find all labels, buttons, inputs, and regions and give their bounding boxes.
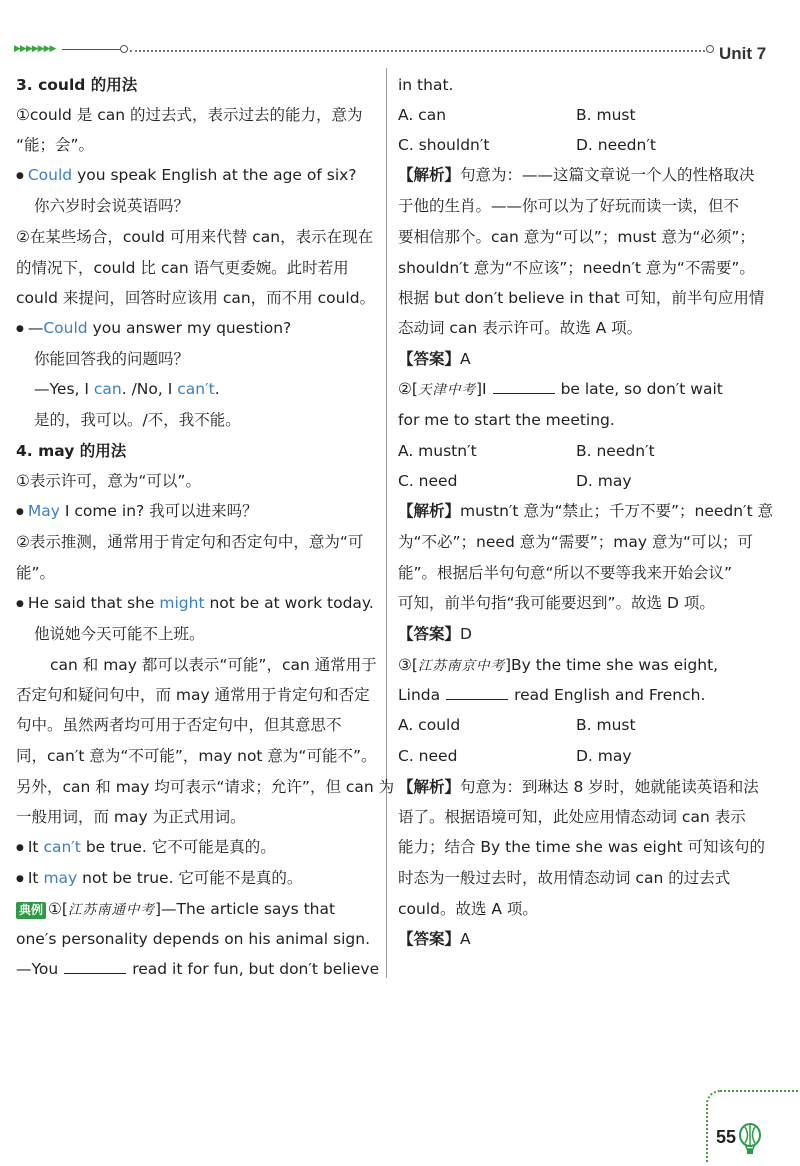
- highlight-word: can′t: [177, 380, 215, 398]
- text: . /No, I: [121, 380, 178, 398]
- note-line: 否定句和疑问句中，而 may 通常用于肯定句和否定: [16, 686, 370, 704]
- example-line: [16, 867, 302, 892]
- section-heading-could: 3. could 的用法: [16, 76, 138, 94]
- text: ]—The article says that: [154, 900, 336, 918]
- translation-line: 你六岁时会说英语吗？: [34, 197, 190, 215]
- text: ①[: [48, 900, 68, 918]
- text: I come in? 我可以进来吗？: [59, 502, 258, 520]
- exercise-line: [16, 898, 335, 921]
- option-b: B. needn′t: [576, 442, 655, 460]
- analysis-line: shouldn′t 意为“不应该”；needn′t 意为“不需要”。: [398, 259, 755, 277]
- text: ]I: [475, 380, 487, 398]
- analysis-label: 【解析】: [398, 502, 461, 520]
- exam-source: 江苏南通中考: [67, 902, 155, 918]
- exercise-line: [398, 378, 723, 401]
- text-line: “能；会”。: [16, 136, 95, 154]
- exercise-line: one′s personality depends on his animal sign.: [16, 930, 370, 948]
- example-line: [16, 592, 374, 617]
- text-line: ②在某些场合，could 可用来代替 can，表示在现在: [16, 228, 374, 246]
- example-tag: 典例: [16, 902, 46, 919]
- answer-label: 【答案】: [398, 625, 461, 643]
- analysis-line: [398, 776, 759, 798]
- example-line: [34, 378, 220, 400]
- analysis-line: [398, 164, 755, 186]
- option-c: C. need: [398, 472, 458, 490]
- answer-line: [398, 348, 471, 370]
- text: .: [214, 380, 220, 398]
- analysis-line: 能力；结合 By the time she was eight 可知该句的: [398, 838, 766, 856]
- header-line: [62, 49, 122, 50]
- analysis-line: 根据 but don′t believe in that 可知，前半句应用情: [398, 289, 765, 307]
- option-c: C. shouldn′t: [398, 136, 490, 154]
- analysis-label: 【解析】: [398, 778, 461, 796]
- note-line: 句中。虽然两者均可用于否定句中，但其意思不: [16, 716, 342, 734]
- option-c: C. need: [398, 747, 458, 765]
- analysis-line: 于他的生肖。——你可以为了好玩而读一读，但不: [398, 197, 740, 215]
- exam-source: 江苏南京中考: [417, 658, 505, 674]
- text: —You: [16, 960, 59, 978]
- option-a: A. can: [398, 106, 447, 124]
- analysis-line: could。故选 A 项。: [398, 900, 538, 918]
- option-d: D. needn′t: [576, 136, 656, 154]
- option-a: A. mustn′t: [398, 442, 477, 460]
- option-b: B. must: [576, 716, 636, 734]
- unit-label: Unit 7: [719, 44, 767, 63]
- example-line: [16, 164, 357, 189]
- highlight-word: can: [93, 380, 122, 398]
- exercise-line: [16, 958, 379, 980]
- text: It: [27, 869, 44, 887]
- answer-line: [398, 928, 471, 950]
- page-number: 55: [716, 1127, 737, 1147]
- text-line: ①could 是 can 的过去式，表示过去的能力，意为: [16, 106, 363, 124]
- text: mustn′t 意为“禁止；千万不要”；needn′t 意: [460, 502, 774, 520]
- note-line: 同，can′t 意为“不可能”，may not 意为“可能不”。: [16, 747, 377, 765]
- text: —: [27, 319, 44, 337]
- text-line: 的情况下，could 比 can 语气更委婉。此时若用: [16, 259, 349, 277]
- answer-blank: [446, 685, 508, 700]
- answer-blank: [493, 379, 555, 394]
- text: —Yes, I: [34, 380, 94, 398]
- translation-line: 他说她今天可能不上班。: [34, 625, 205, 643]
- answer-value: A: [460, 350, 471, 368]
- note-line: 另外，can 和 may 均可表示“请求；允许”，但 can 为: [16, 778, 395, 796]
- text-line: in that.: [398, 76, 454, 94]
- text: ]By the time she was eight,: [504, 656, 719, 674]
- example-line: [16, 317, 291, 342]
- text-line: could 来提问，回答时应该用 can，而不用 could。: [16, 289, 376, 307]
- example-line: [16, 500, 258, 525]
- exercise-line: [398, 654, 718, 677]
- balloon-icon: [738, 1123, 762, 1157]
- analysis-label: 【解析】: [398, 166, 461, 184]
- analysis-line: 要相信那个。can 意为“可以”；must 意为“必须”；: [398, 228, 755, 246]
- option-d: D. may: [576, 747, 632, 765]
- text: It: [27, 838, 44, 856]
- highlight-word: Could: [43, 319, 88, 337]
- text: not be at work today.: [204, 594, 374, 612]
- header-arrows: ▶▶▶▶▶▶▶: [14, 44, 56, 54]
- translation-line: 你能回答我的问题吗？: [34, 350, 190, 368]
- text: read English and French.: [514, 686, 706, 704]
- header-dot-left: [120, 45, 128, 53]
- header-dot-right: [706, 45, 714, 53]
- option-b: B. must: [576, 106, 636, 124]
- analysis-line: 可知，前半句指“我可能要迟到”。故选 D 项。: [398, 594, 715, 612]
- answer-value: A: [460, 930, 471, 948]
- text-line: ②表示推测，通常用于肯定句和否定句中，意为“可: [16, 533, 364, 551]
- highlight-word: may: [43, 869, 78, 887]
- text: be true. 它不可能是真的。: [80, 838, 276, 856]
- exercise-line: [398, 684, 705, 706]
- highlight-word: might: [159, 594, 205, 612]
- header-dotted-rule: [130, 50, 705, 52]
- text: Linda: [398, 686, 441, 704]
- highlight-word: Could: [27, 166, 73, 184]
- text: ②[: [398, 380, 418, 398]
- exam-source: 天津中考: [417, 382, 476, 398]
- text-line: 能”。: [16, 564, 56, 582]
- answer-label: 【答案】: [398, 350, 461, 368]
- text: you speak English at the age of six?: [72, 166, 357, 184]
- answer-label: 【答案】: [398, 930, 461, 948]
- text: 句意为：——这篇文章说一个人的性格取决: [460, 166, 755, 184]
- section-heading-may: 4. may 的用法: [16, 442, 127, 460]
- highlight-word: can′t: [43, 838, 81, 856]
- analysis-line: 时态为一般过去时，故用情态动词 can 的过去式: [398, 869, 731, 887]
- text: 句意为：到琳达 8 岁时，她就能读英语和法: [460, 778, 759, 796]
- highlight-word: May: [27, 502, 60, 520]
- exercise-line: for me to start the meeting.: [398, 411, 615, 429]
- answer-blank: [64, 959, 126, 974]
- text: read it for fun, but don′t believe: [132, 960, 380, 978]
- example-line: [16, 836, 276, 861]
- note-line: 一般用词，而 may 为正式用词。: [16, 808, 246, 826]
- analysis-line: 态动词 can 表示许可。故选 A 项。: [398, 319, 643, 337]
- option-a: A. could: [398, 716, 461, 734]
- note-line: can 和 may 都可以表示“可能”，can 通常用于: [50, 656, 377, 674]
- option-d: D. may: [576, 472, 632, 490]
- text: He said that she: [27, 594, 160, 612]
- text-line: ①表示许可，意为“可以”。: [16, 472, 201, 490]
- analysis-line: 能”。根据后半句句意“所以不要等我来开始会议”: [398, 564, 733, 582]
- text: you answer my question?: [87, 319, 292, 337]
- analysis-line: 为“不必”；need 意为“需要”；may 意为“可以；可: [398, 533, 754, 551]
- answer-value: D: [460, 625, 472, 643]
- analysis-line: 语了。根据语境可知，此处应用情态动词 can 表示: [398, 808, 746, 826]
- column-divider: [386, 68, 387, 978]
- text: not be true. 它可能不是真的。: [77, 869, 303, 887]
- translation-line: 是的，我可以。/不，我不能。: [34, 411, 241, 429]
- text: ③[: [398, 656, 418, 674]
- text: be late, so don′t wait: [560, 380, 723, 398]
- answer-line: [398, 623, 472, 645]
- analysis-line: [398, 500, 773, 522]
